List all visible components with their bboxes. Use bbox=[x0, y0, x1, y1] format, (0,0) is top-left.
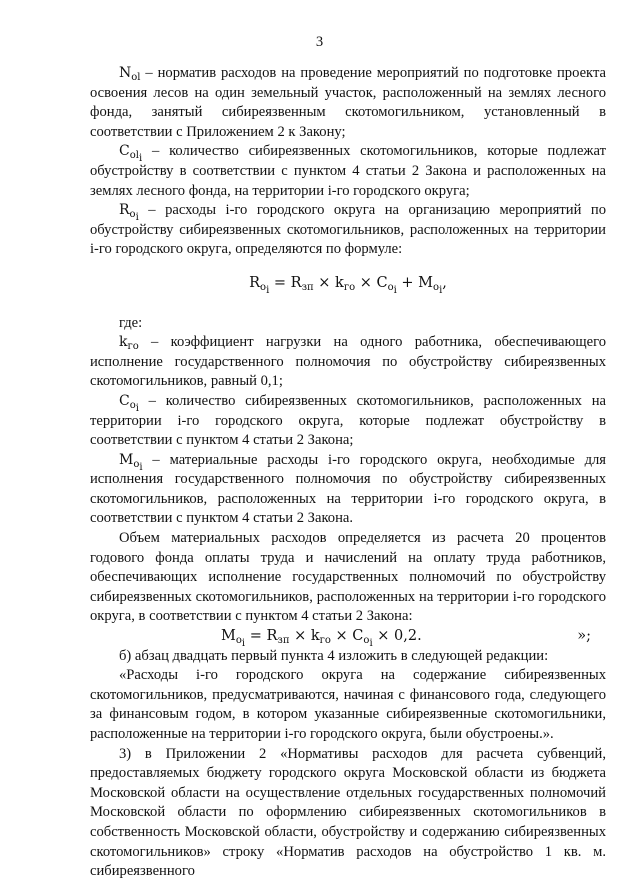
formula-part: + M bbox=[396, 274, 434, 291]
formula-r-oi bbox=[90, 274, 606, 294]
formula-subscript bbox=[387, 281, 397, 296]
subscript-index: i bbox=[135, 212, 139, 224]
symbol-subscript bbox=[129, 150, 143, 165]
paragraph-where: где: bbox=[119, 314, 143, 331]
formula-subscript bbox=[363, 635, 373, 650]
formula-part: , bbox=[442, 274, 447, 291]
paragraph-r-oi bbox=[90, 201, 606, 260]
paragraph-text: – материальные расходы i-го городского округа, необходимые для исполнения государственного полномочия по обустройству сибиреязвенных скотомогильников, расположенных на территории i-го городского округа, в соответствии с пунктом 4 статьи 2 Закона. bbox=[90, 451, 606, 527]
symbol-letter: k bbox=[119, 334, 128, 351]
formula-subscript: го bbox=[343, 281, 356, 293]
subscript-index: i bbox=[135, 402, 139, 414]
formula-subscript bbox=[433, 281, 443, 296]
symbol bbox=[119, 451, 143, 473]
symbol bbox=[119, 65, 140, 81]
formula-subscript bbox=[235, 635, 246, 650]
paragraph-item-3: 3) в Приложении 2 «Нормативы расходов для расчета субвенций, предоставляемых бюджету городского округа Московской области из бюджета Московской области на осуществление отдельных государственных полномочий Московской области по оформлению сибиреязвенных скотомогильников в собственность Московской области, обустройству и содержанию сибиреязвенных скотомогильников» строку «Норматив расходов на обустройство 1 кв. м. сибиреязвенного bbox=[90, 745, 606, 880]
subscript-main: o bbox=[133, 458, 140, 470]
symbol bbox=[119, 202, 139, 224]
subscript-main: o bbox=[433, 281, 440, 293]
paragraph-k-go bbox=[90, 333, 606, 392]
paragraph-text: – коэффициент нагрузки на одного работника, обеспечивающего исполнение государственного полномочия по обустройству сибиреязвенных скотомогильников, равный 0,1; bbox=[90, 334, 606, 390]
subscript-main: ol bbox=[129, 150, 139, 162]
subscript-index: i bbox=[393, 284, 397, 296]
formula-part: M bbox=[221, 628, 236, 645]
symbol bbox=[119, 392, 139, 414]
paragraph-text: – количество сибиреязвенных скотомогильников, которые подлежат обустройству в соответствии с пунктом 4 статьи 2 Закона и расположенных на землях лесного фонда, на территории i-го городского округа; bbox=[90, 143, 606, 199]
formula-part: × C bbox=[355, 274, 388, 291]
subscript-index: i bbox=[138, 153, 143, 165]
formula-subscript: го bbox=[319, 635, 331, 647]
symbol-subscript: ol bbox=[131, 72, 141, 83]
document-body bbox=[90, 64, 606, 880]
formula-m-oi bbox=[90, 627, 606, 650]
symbol-letter: R bbox=[119, 202, 130, 219]
paragraph-n-ol bbox=[90, 64, 606, 142]
subscript-main: o bbox=[129, 399, 136, 411]
symbol bbox=[119, 143, 143, 165]
subscript-main: o bbox=[129, 209, 136, 221]
symbol-letter: C bbox=[119, 392, 130, 409]
formula-part: × k bbox=[289, 628, 320, 645]
symbol-subscript bbox=[133, 458, 143, 473]
subscript-main: o bbox=[387, 281, 394, 293]
formula-subscript: зп bbox=[277, 635, 290, 647]
subscript-index: i bbox=[241, 638, 246, 650]
symbol-letter: M bbox=[119, 451, 134, 468]
subscript-index: i bbox=[266, 284, 270, 296]
formula-part: × 0,2. bbox=[372, 628, 422, 645]
formula-subscript: зп bbox=[301, 281, 314, 293]
subscript-index: i bbox=[139, 461, 143, 473]
paragraph-text: – расходы i-го городского округа на организацию мероприятий по обустройству сибиреязвенных скотомогильников, расположенных на территории i-го городского округа, определяются по формуле: bbox=[90, 202, 606, 258]
symbol bbox=[119, 334, 139, 353]
closing-quote: »; bbox=[577, 628, 591, 645]
symbol-letter: N bbox=[119, 65, 132, 81]
paragraph-b-item: б) абзац двадцать первый пункта 4 изложить в следующей редакции: bbox=[119, 647, 549, 664]
paragraph-material-costs: Объем материальных расходов определяется из расчета 20 процентов годового фонда оплаты труда и начислений на оплату труда работников, обеспечивающих исполнение государственных полномочий по обустройству сибиреязвенных скотомогильников, расположенных на территории i-го городского округа, в соответствии с пунктом 4 статьи 2 Закона: bbox=[90, 530, 606, 625]
subscript-main: o bbox=[260, 281, 267, 293]
formula-subscript bbox=[260, 281, 270, 296]
subscript-main: o bbox=[235, 635, 242, 647]
symbol-subscript bbox=[129, 209, 139, 224]
symbol-letter: C bbox=[119, 143, 130, 160]
subscript-index: i bbox=[439, 284, 443, 296]
formula-part: = R bbox=[245, 628, 278, 645]
paragraph-m-oi bbox=[90, 451, 606, 529]
symbol-subscript: го bbox=[127, 341, 139, 353]
page-number: 3 bbox=[315, 34, 324, 50]
paragraph-text: – норматив расходов на проведение мероприятий по подготовке проекта освоения лесов на один земельный участок, расположенный на землях лесного фонда, занятый сибиреязвенным скотомогильником, установленный в соответствии с Приложением 2 к Закону; bbox=[90, 65, 606, 140]
paragraph-c-oi bbox=[90, 392, 606, 451]
formula-part: × C bbox=[330, 628, 364, 645]
symbol-subscript bbox=[129, 399, 139, 414]
subscript-main: o bbox=[363, 635, 370, 647]
paragraph-text: – количество сибиреязвенных скотомогильников, расположенных на территории i-го городского округа, которые подлежат обустройству в соответствии с пунктом 4 статьи 2 Закона; bbox=[90, 392, 606, 449]
paragraph-c-ol bbox=[90, 142, 606, 201]
paragraph-quote: «Расходы i-го городского округа на содержание сибиреязвенных скотомогильников, предусматриваются, начиная с финансового года, следующего за финансовым годом, в котором указанные сибиреязвенные скотомогильники, расположенные на территории i-го городского округа, были обустроены.». bbox=[90, 667, 606, 742]
subscript-index: i bbox=[369, 638, 373, 650]
formula-part: R bbox=[249, 274, 261, 291]
formula-part: × k bbox=[313, 274, 344, 291]
formula-part: = R bbox=[269, 274, 302, 291]
